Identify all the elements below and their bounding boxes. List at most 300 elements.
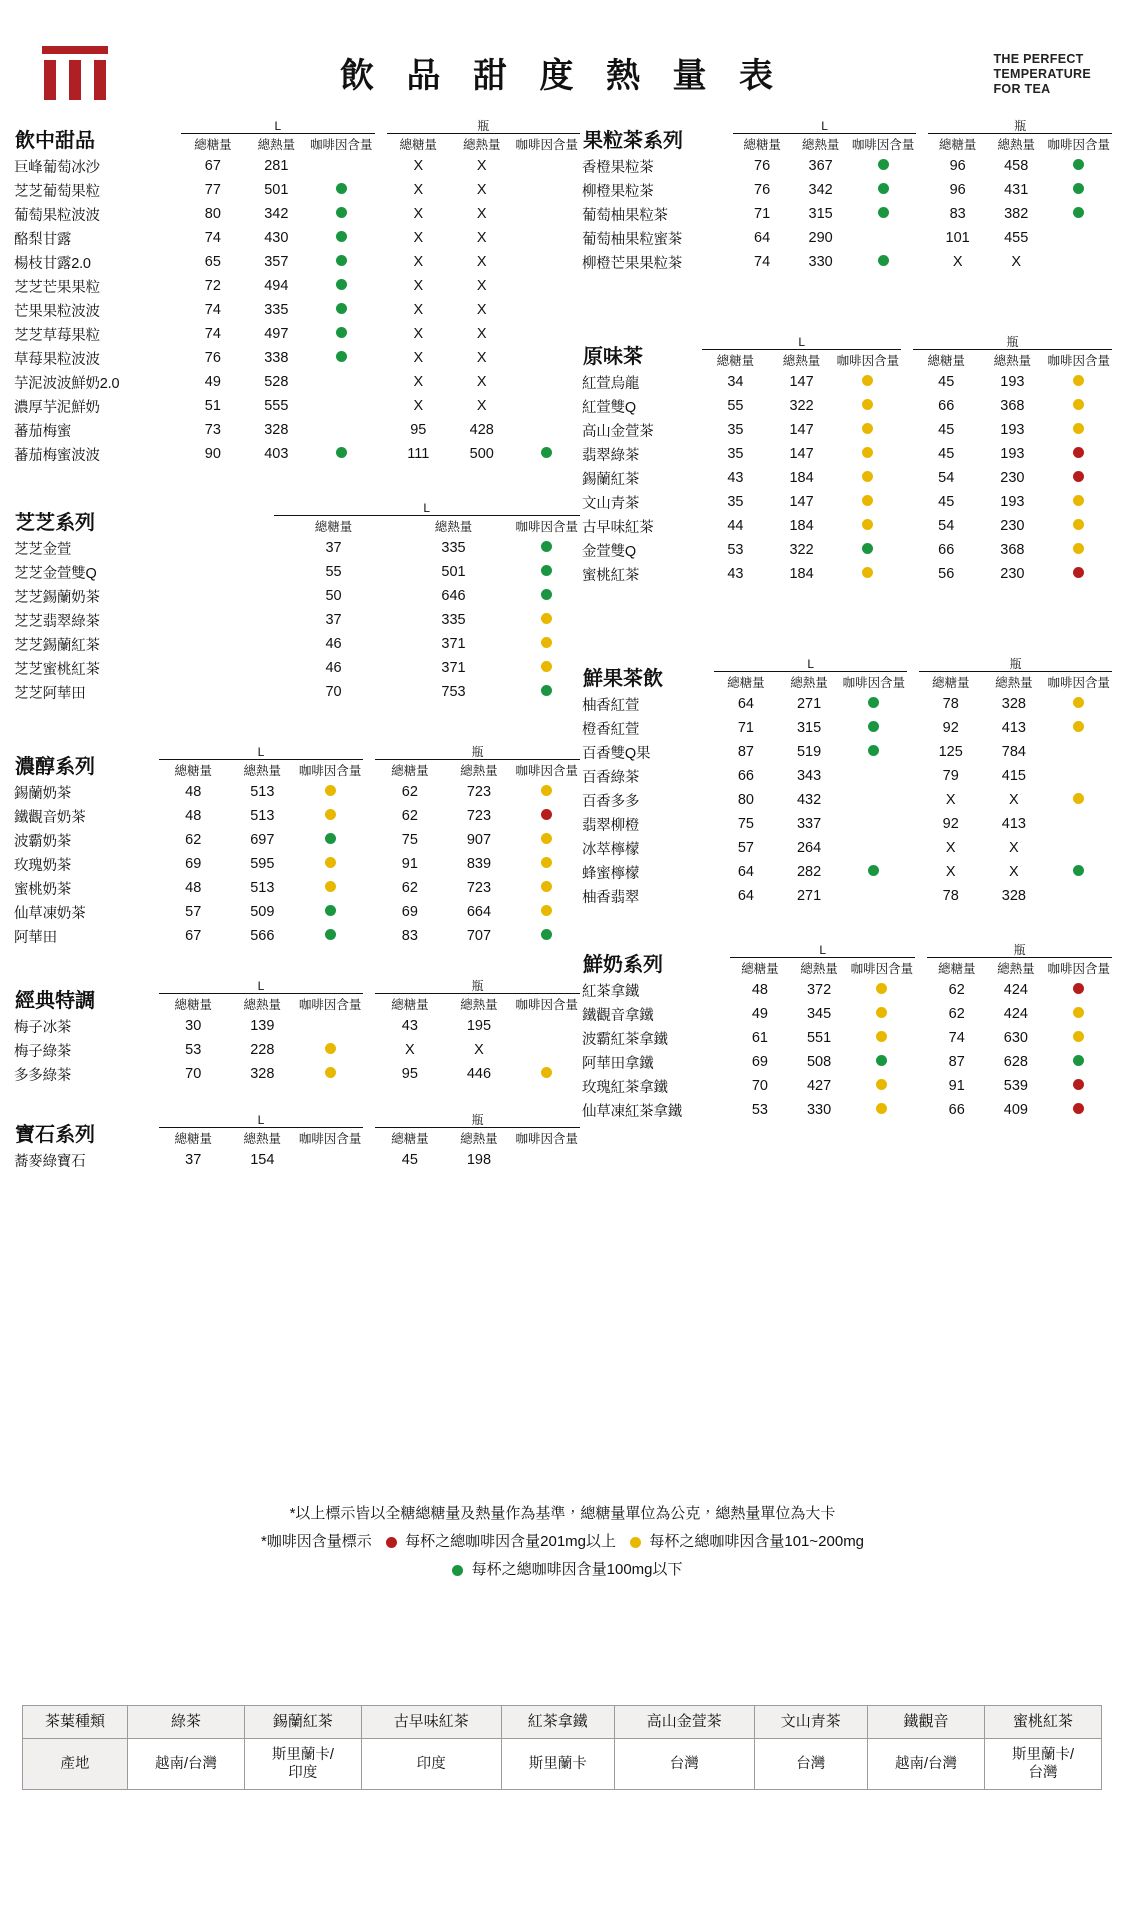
calorie-large: 328: [250, 1066, 275, 1082]
calorie-bottle: 839: [466, 856, 492, 872]
col-calorie-bottle: 總熱量: [997, 138, 1035, 152]
sugar-large: 69: [185, 856, 202, 872]
caffeine-bottle: [513, 1062, 580, 1086]
sugar-bottle: 78: [942, 888, 959, 904]
col-sugar-bottle: 總糖量: [391, 1132, 429, 1146]
caffeine-bottle: [513, 780, 580, 804]
table-row: [14, 828, 580, 852]
calorie-large: 330: [808, 254, 833, 270]
calorie-large: 335: [441, 612, 466, 628]
column-spacer: [915, 1074, 927, 1098]
caffeine-large: [849, 1098, 916, 1122]
table-row: [582, 154, 1112, 178]
calorie-large: 371: [441, 636, 466, 652]
caffeine-dot-icon: [1073, 447, 1084, 458]
sugar-large: 64: [737, 864, 754, 880]
table-row: [582, 562, 1112, 586]
caffeine-bottle: [513, 154, 580, 178]
calorie-large: 551: [806, 1030, 832, 1046]
column-spacer: [915, 1050, 927, 1074]
calorie-large: 335: [264, 302, 289, 318]
table-row: [582, 812, 1112, 836]
column-spacer: [901, 514, 913, 538]
column-spacer: [901, 334, 913, 350]
sugar-large: 57: [737, 840, 754, 856]
column-spacer: [907, 836, 919, 860]
sugar-bottle: 45: [938, 446, 955, 462]
calorie-bottle: X: [476, 302, 487, 318]
col-calorie-large: 總熱量: [790, 676, 828, 690]
item-name: 酪梨甘露: [14, 231, 72, 248]
caffeine-dot-icon: [862, 423, 873, 434]
calorie-large: 281: [264, 158, 289, 174]
calorie-large: 371: [441, 660, 466, 676]
tea-origin-table: [22, 1705, 1102, 1790]
sugar-bottle: 87: [948, 1054, 965, 1070]
caffeine-bottle: [1045, 812, 1112, 836]
sugar-bottle: 74: [948, 1030, 965, 1046]
calorie-bottle: 428: [469, 422, 494, 438]
caffeine-bottle: [513, 394, 580, 418]
caffeine-bottle: [513, 346, 580, 370]
column-spacer: [363, 760, 375, 781]
sugar-large: 70: [185, 1066, 202, 1082]
group-header-bottle: 瓶: [919, 656, 1112, 672]
calorie-large: 228: [250, 1042, 275, 1058]
table-row: [14, 322, 580, 346]
group-header-bottle: 瓶: [927, 942, 1112, 958]
calorie-large: 328: [264, 422, 289, 438]
caffeine-bottle: [513, 178, 580, 202]
column-spacer: [363, 876, 375, 900]
sugar-bottle: 91: [948, 1078, 965, 1094]
caffeine-dot-icon: [541, 881, 552, 892]
caffeine-bottle: [513, 1148, 580, 1172]
left-column: [14, 118, 580, 1190]
col-caffeine-large: 咖啡因含量: [842, 676, 906, 690]
sugar-large: 51: [204, 398, 221, 414]
calorie-bottle: X: [476, 374, 487, 390]
table-row: [14, 900, 580, 924]
page-title: 飲 品 甜 度 熱 量 表: [340, 58, 785, 95]
calorie-bottle: X: [1009, 840, 1019, 856]
item-name: 錫蘭紅茶: [582, 471, 640, 488]
calorie-bottle: 230: [1000, 566, 1025, 582]
column-spacer: [907, 788, 919, 812]
item-name: 芝芝金萱: [14, 541, 72, 558]
group-header-large: L: [714, 656, 907, 672]
caffeine-dot-icon: [1073, 471, 1084, 482]
column-spacer: [375, 118, 387, 134]
footnote-2-label: *咖啡因含量標示: [260, 1533, 372, 1550]
right-column: [582, 118, 1112, 1140]
sugar-bottle: 62: [948, 1006, 965, 1022]
caffeine-large: [841, 716, 908, 740]
sugar-bottle: 66: [938, 398, 955, 414]
sugar-bottle: 101: [945, 230, 970, 246]
column-spacer: [375, 134, 387, 155]
calorie-bottle: 723: [466, 784, 492, 800]
col-calorie-large: 總熱量: [782, 354, 821, 368]
calorie-large: 501: [264, 182, 289, 198]
caffeine-bottle: [1045, 1026, 1112, 1050]
table-row: [14, 632, 580, 656]
table-row: [14, 1038, 580, 1062]
caffeine-dot-icon: [1073, 423, 1084, 434]
caffeine-large: [835, 538, 902, 562]
calorie-bottle: 723: [466, 880, 492, 896]
sugar-large: 70: [325, 684, 342, 700]
caffeine-large: [297, 900, 364, 924]
item-name: 芝芝翡翠綠茶: [14, 613, 100, 630]
sugar-bottle: 56: [938, 566, 955, 582]
sugar-bottle: 95: [410, 422, 427, 438]
tagline-line-1: THE PERFECT: [993, 52, 1084, 66]
column-spacer: [375, 322, 387, 346]
column-spacer: [363, 978, 375, 994]
calorie-large: 147: [789, 494, 814, 510]
caffeine-large: [849, 1050, 916, 1074]
sugar-large: 35: [727, 446, 744, 462]
item-name: 波霸紅茶拿鐵: [582, 1031, 668, 1048]
sugar-bottle: 95: [401, 1066, 418, 1082]
calorie-bottle: 230: [1000, 470, 1025, 486]
calorie-large: 184: [789, 470, 814, 486]
calorie-bottle: X: [476, 278, 487, 294]
caffeine-dot-icon: [1073, 159, 1084, 170]
calorie-bottle: 630: [1003, 1030, 1028, 1046]
caffeine-dot-icon: [862, 471, 873, 482]
caffeine-dot-icon: [325, 1067, 336, 1078]
caffeine-large: [835, 514, 902, 538]
column-spacer: [915, 1026, 927, 1050]
origin-row-label-type: 茶葉種類: [23, 1706, 128, 1739]
item-name: 芝芝錫蘭紅茶: [14, 637, 100, 654]
brand-tagline: [993, 52, 1091, 97]
caffeine-large: [850, 250, 917, 274]
origin-tea-type: 紅茶拿鐵: [501, 1706, 614, 1739]
caffeine-large: [841, 884, 908, 908]
caffeine-large: [835, 490, 902, 514]
sugar-bottle: 62: [401, 808, 418, 824]
caffeine-dot-icon: [541, 565, 552, 576]
section-zhizhi: [14, 500, 580, 704]
tagline-line-2: TEMPERATURE: [993, 67, 1091, 81]
calorie-large: 555: [264, 398, 289, 414]
column-spacer: [363, 924, 375, 948]
item-name: 冰萃檸檬: [582, 841, 640, 858]
caffeine-dot-icon: [336, 303, 347, 314]
caffeine-bottle: [1045, 740, 1112, 764]
caffeine-bottle: [513, 442, 580, 466]
column-spacer: [363, 828, 375, 852]
caffeine-dot-icon: [876, 983, 887, 994]
item-name: 蕃茄梅蜜波波: [14, 447, 100, 464]
page-header: [0, 0, 1125, 110]
calorie-bottle: 193: [1000, 446, 1025, 462]
caffeine-large: [308, 394, 375, 418]
sugar-large: 74: [204, 326, 221, 342]
column-spacer: [901, 466, 913, 490]
calorie-large: 519: [796, 744, 822, 760]
caffeine-bottle: [513, 202, 580, 226]
caffeine-dot-icon: [1073, 543, 1084, 554]
calorie-bottle: 368: [1000, 542, 1025, 558]
caffeine-dot-icon: [541, 637, 552, 648]
caffeine-dot-icon: [1073, 1079, 1084, 1090]
caffeine-bottle: [513, 1014, 580, 1038]
section-title: 飲中甜品: [15, 130, 95, 152]
table-row: [14, 298, 580, 322]
caffeine-bottle: [1045, 836, 1112, 860]
sugar-bottle: X: [413, 374, 424, 390]
section-drink-sweets: [14, 118, 580, 466]
calorie-bottle: 198: [466, 1152, 492, 1168]
calorie-bottle: 431: [1004, 182, 1029, 198]
col-caffeine-large: 咖啡因含量: [515, 520, 578, 534]
item-name: 紅萱烏龍: [582, 375, 640, 392]
caffeine-large: [297, 1014, 364, 1038]
item-name: 翡翠柳橙: [582, 817, 640, 834]
table-row: [582, 442, 1112, 466]
col-caffeine-large: 咖啡因含量: [836, 354, 900, 368]
item-name: 蜜桃奶茶: [14, 881, 72, 898]
caffeine-dot-icon: [541, 833, 552, 844]
caffeine-large: [841, 788, 908, 812]
sugar-large: 53: [751, 1102, 768, 1118]
sugar-large: 75: [737, 816, 754, 832]
item-name: 多多綠茶: [14, 1067, 72, 1084]
sugar-large: 53: [727, 542, 744, 558]
caffeine-dot-icon: [1073, 697, 1084, 708]
caffeine-bottle: [1045, 1050, 1112, 1074]
caffeine-large: [841, 860, 908, 884]
col-caffeine-large: 咖啡因含量: [851, 138, 915, 152]
footnotes: [0, 1500, 1125, 1584]
column-spacer: [916, 178, 928, 202]
item-name: 金萱雙Q: [582, 543, 636, 560]
column-spacer: [375, 418, 387, 442]
group-header-bottle: 瓶: [375, 978, 580, 994]
calorie-large: 646: [441, 588, 466, 604]
caffeine-bottle: [513, 418, 580, 442]
item-name: 玫瑰奶茶: [14, 857, 72, 874]
calorie-large: 497: [264, 326, 289, 342]
sugar-bottle: 83: [949, 206, 966, 222]
caffeine-large: [308, 178, 375, 202]
caffeine-dot-icon: [541, 661, 552, 672]
section-title: 鮮果茶飲: [583, 668, 663, 690]
calorie-bottle: 382: [1004, 206, 1029, 222]
table-row: [582, 788, 1112, 812]
caffeine-bottle: [1045, 1098, 1112, 1122]
caffeine-dot-icon: [1073, 183, 1084, 194]
col-sugar-bottle: 總糖量: [938, 138, 977, 152]
table-row: [14, 346, 580, 370]
sugar-bottle: X: [405, 1042, 415, 1058]
sugar-bottle: X: [413, 158, 424, 174]
calorie-bottle: 409: [1003, 1102, 1028, 1118]
caffeine-large: [513, 656, 580, 680]
column-spacer: [375, 226, 387, 250]
col-sugar-large: 總糖量: [741, 962, 779, 976]
section-milk: [582, 942, 1112, 1122]
col-caffeine-bottle: 咖啡因含量: [1047, 354, 1110, 368]
calorie-large: 430: [264, 230, 289, 246]
column-spacer: [907, 672, 919, 693]
caffeine-large: [297, 924, 364, 948]
sugar-bottle: 45: [938, 422, 955, 438]
caffeine-large: [308, 322, 375, 346]
column-spacer: [901, 562, 913, 586]
calorie-bottle: 195: [466, 1018, 492, 1034]
column-spacer: [907, 860, 919, 884]
caffeine-large: [841, 812, 908, 836]
group-header-bottle: 瓶: [928, 118, 1112, 134]
caffeine-large: [849, 978, 916, 1002]
caffeine-bottle: [513, 828, 580, 852]
sugar-large: 77: [204, 182, 221, 198]
legend-yellow-dot-icon: [630, 1537, 641, 1548]
section-plain-tea: [582, 334, 1112, 586]
calorie-large: 330: [806, 1102, 832, 1118]
column-spacer: [907, 656, 919, 672]
caffeine-bottle: [1045, 978, 1112, 1002]
table-row: [582, 1026, 1112, 1050]
table-row: [14, 924, 580, 948]
calorie-large: 342: [264, 206, 289, 222]
origin-tea-type: 文山青茶: [754, 1706, 867, 1739]
item-name: 蕃茄梅蜜: [14, 423, 72, 440]
table-row: [14, 418, 580, 442]
calorie-bottle: 328: [1001, 888, 1026, 904]
sugar-bottle: 45: [938, 494, 955, 510]
footnote-2-yellow-text: 每杯之總咖啡因含量101~200mg: [649, 1533, 865, 1550]
calorie-bottle: 784: [1001, 744, 1026, 760]
caffeine-large: [850, 226, 917, 250]
caffeine-dot-icon: [868, 697, 879, 708]
caffeine-dot-icon: [325, 833, 336, 844]
caffeine-dot-icon: [862, 543, 873, 554]
item-name: 草莓果粒波波: [14, 351, 100, 368]
item-name: 葡萄果粒波波: [14, 207, 100, 224]
caffeine-bottle: [1045, 418, 1112, 442]
item-name: 柚香翡翠: [582, 889, 640, 906]
table-row: [14, 202, 580, 226]
table-row: [582, 394, 1112, 418]
caffeine-dot-icon: [1073, 983, 1084, 994]
sugar-bottle: 45: [938, 374, 955, 390]
column-spacer: [907, 716, 919, 740]
section-title: 原味茶: [583, 346, 643, 368]
item-name: 葡萄柚果粒蜜茶: [582, 231, 683, 248]
sugar-bottle: X: [413, 278, 424, 294]
item-name: 蕎麥綠寶石: [14, 1153, 86, 1170]
caffeine-large: [835, 370, 902, 394]
col-caffeine-bottle: 咖啡因含量: [1047, 138, 1110, 152]
calorie-bottle: 413: [1001, 816, 1026, 832]
column-spacer: [363, 1112, 375, 1128]
group-header-large: L: [159, 978, 364, 994]
calorie-bottle: 907: [466, 832, 492, 848]
calorie-large: 139: [250, 1018, 275, 1034]
column-spacer: [363, 852, 375, 876]
col-calorie-large: 總熱量: [800, 962, 838, 976]
section-title: 寶石系列: [15, 1124, 95, 1146]
item-name: 芝芝葡萄果粒: [14, 183, 100, 200]
sugar-large: 67: [185, 928, 202, 944]
calorie-bottle: X: [1011, 254, 1022, 270]
section-title: 濃醇系列: [15, 756, 95, 778]
column-spacer: [363, 900, 375, 924]
column-spacer: [915, 978, 927, 1002]
col-calorie-bottle: 總熱量: [993, 354, 1032, 368]
column-spacer: [375, 154, 387, 178]
sugar-large: 71: [754, 206, 771, 222]
sugar-bottle: 125: [938, 744, 963, 760]
item-name: 柚香紅萱: [582, 697, 640, 714]
caffeine-large: [297, 876, 364, 900]
table-row: [582, 740, 1112, 764]
caffeine-dot-icon: [336, 447, 347, 458]
caffeine-large: [308, 202, 375, 226]
sugar-bottle: 91: [401, 856, 418, 872]
caffeine-large: [297, 1062, 364, 1086]
table-row: [582, 250, 1112, 274]
col-sugar-large: 總糖量: [716, 354, 755, 368]
caffeine-bottle: [1045, 1002, 1112, 1026]
origin-tea-type: 錫蘭紅茶: [244, 1706, 361, 1739]
caffeine-large: [849, 1002, 916, 1026]
caffeine-dot-icon: [325, 809, 336, 820]
sugar-large: 46: [325, 636, 342, 652]
caffeine-large: [308, 442, 375, 466]
sugar-large: 48: [185, 808, 202, 824]
item-name: 波霸奶茶: [14, 833, 72, 850]
caffeine-large: [841, 764, 908, 788]
caffeine-dot-icon: [878, 255, 889, 266]
sugar-bottle: X: [413, 182, 424, 198]
item-name: 芝芝錫蘭奶茶: [14, 589, 100, 606]
caffeine-large: [835, 466, 902, 490]
sugar-large: 70: [751, 1078, 768, 1094]
sugar-bottle: X: [413, 254, 424, 270]
calorie-bottle: 415: [1001, 768, 1026, 784]
table-row: [582, 692, 1112, 716]
sugar-large: 73: [204, 422, 221, 438]
calorie-large: 271: [796, 696, 822, 712]
column-spacer: [901, 394, 913, 418]
calorie-large: 494: [264, 278, 289, 294]
col-calorie-large: 總熱量: [257, 138, 296, 152]
calorie-bottle: X: [476, 182, 487, 198]
caffeine-large: [308, 250, 375, 274]
calorie-large: 154: [250, 1152, 275, 1168]
sugar-bottle: 43: [401, 1018, 418, 1034]
origin-place: 台灣: [614, 1739, 754, 1790]
sugar-large: 71: [737, 720, 754, 736]
legend-green-dot-icon: [452, 1565, 463, 1576]
sugar-large: 64: [754, 230, 771, 246]
sugar-large: 66: [737, 768, 754, 784]
item-name: 仙草凍紅茶拿鐵: [582, 1103, 683, 1120]
table-row: [582, 836, 1112, 860]
calorie-large: 147: [789, 374, 814, 390]
caffeine-dot-icon: [325, 929, 336, 940]
sugar-large: 48: [185, 880, 202, 896]
caffeine-dot-icon: [1073, 207, 1084, 218]
calorie-bottle: 328: [1001, 696, 1026, 712]
